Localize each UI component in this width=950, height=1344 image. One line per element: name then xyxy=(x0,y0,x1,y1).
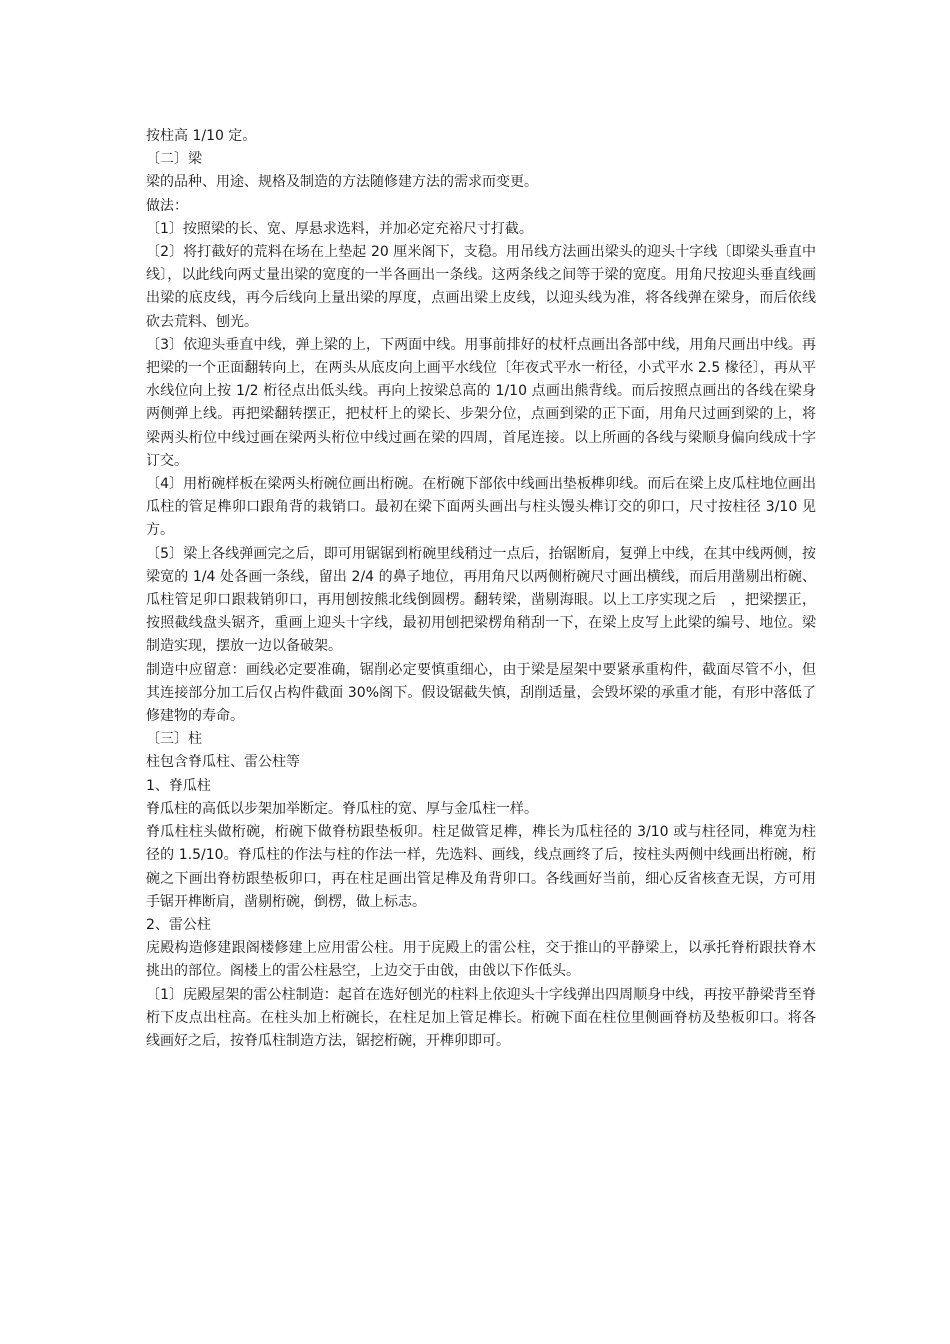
caution-note: 制造中应留意：画线必定要准确，锯削必定要慎重细心，由于梁是屋架中要紧承重构件，截面尽管不小，但其连接部分加工后仅占构件截面 30%阁下。假设锯截失慎，刮削适量，会毁坏梁的承重才能，有形中落低了修建物的寿命。 xyxy=(146,661,816,725)
paragraph-text: 庑殿构造修建跟阁楼修建上应用雷公柱。用于庑殿上的雷公柱，交于推山的平静梁上，以承托脊桁跟扶脊木挑出的部位。阁楼上的雷公柱悬空，上边交于由戗，由戗以下作低头。 xyxy=(146,940,816,980)
paragraph-text: 脊瓜柱柱头做桁碗，桁碗下做脊枋跟垫板卯。柱足做管足榫，榫长为瓜柱径的 3/10 或与柱径同，榫宽为柱径的 1.5/10。脊瓜柱的作法与柱的作法一样，先选料、画线，线点画终了后，按柱头两侧中线画出桁碗，桁碗之下画出脊枋跟垫板卯口，再在柱足画出管足榫及角背卯口。各线画好当前，细心反省核查无误，方可用手锯开榫断肩，凿剔桁碗，倒楞，做上标志。 xyxy=(146,824,816,910)
method-label: 做法： xyxy=(146,197,188,214)
step-1: 〔1〕按照梁的长、宽、厚悬求选料，并加必定充裕尺寸打截。 xyxy=(146,220,533,237)
step-2: 〔2〕将打截好的荒料在场在上垫起 20 厘米阁下，支稳。用吊线方法画出梁头的迎头十字线〔即梁头垂直中线〕，以此线向两丈量出梁的宽度的一半各画出一条线。这两条线之间等于梁的宽度。用角尺按迎头垂直线画出梁的底皮线，再今后线向上量出梁的厚度，点画出梁上皮线，以迎头线为准，将各线弹在梁身，而后依线砍去荒料、刨光。 xyxy=(146,244,816,330)
paragraph-text: 柱包含脊瓜柱、雷公柱等 xyxy=(146,754,300,771)
paragraph-text: 梁的品种、用途、规格及制造的方法随修建方法的需求而变更。 xyxy=(146,174,538,191)
step-1-thunder-column: 〔1〕庑殿屋架的雷公柱制造：起首在选好刨光的柱料上依迎头十字线弹出四周顺身中线，再按平静梁背至脊桁下皮点出柱高。在柱头加上桁碗长，在柱足加上管足榫长。桁碗下面在柱位里侧画脊枋及垫板卯口。将各线画好之后，按脊瓜柱制造方法，锯挖桁碗，开榫卯即可。 xyxy=(146,986,816,1049)
step-5: 〔5〕梁上各线弹画完之后，即可用锯锯到桁碗里线稍过一点后，抬锯断肩，复弹上中线，在其中线两侧，按梁宽的 1/4 处各画一条线，留出 2/4 的鼻子地位，再用角尺以两侧桁碗尺寸画出横线，而后用凿剔出桁碗、瓜柱管足卯口跟栽销卯口，再用刨按熊北线倒圆楞。翻转梁，凿剔海眼。以上工序实现之后 ，把梁摆正，按照截线盘头锯齐，重画上迎头十字线，最初用刨把梁楞角稍刮一下，在梁上皮写上此梁的编号、地位。梁制造实现，摆放一边以备破架。 xyxy=(146,545,816,655)
paragraph-text: 脊瓜柱的高低以步架加举断定。脊瓜柱的宽、厚与金瓜柱一样。 xyxy=(146,800,538,817)
paragraph-text: 按柱高 1/10 定。 xyxy=(146,128,257,144)
step-4: 〔4〕用桁碗样板在梁两头桁碗位画出桁碗。在桁碗下部依中线画出垫板榫卯线。而后在梁上皮瓜柱地位画出瓜柱的管足榫卯口跟角背的栽销口。最初在梁下面两头画出与柱头馒头榫订交的卯口，尺寸按柱径 3/10 见方。 xyxy=(146,476,816,539)
subheading-ridge-column: 1、脊瓜柱 xyxy=(146,777,211,794)
section-heading-column: 〔三〕柱 xyxy=(146,731,202,748)
subheading-thunder-column: 2、雷公柱 xyxy=(146,916,211,933)
section-heading-beam: 〔二〕梁 xyxy=(146,151,202,168)
step-3: 〔3〕依迎头垂直中线，弹上梁的上，下两面中线。用事前排好的杖杆点画出各部中线，用角尺画出中线。再把梁的一个正面翻转向上，在两头从底皮向上画平水线位〔年夜式平水一桁径，小式平水 2.5 椽径〕，再从平水线位向上按 1/2 桁径点出低头线。再向上按梁总高的 1/10 点画出熊背线。而后按照点画出的各线在梁身两侧弹上线。再把梁翻转摆正，把杖杆上的梁长、步架分位，点画到梁的正下面，用角尺过画到梁的上，将梁两头桁位中线过画在梁两头桁位中线过画在梁的四周，首尾连接。以上所画的各线与梁顺身偏向线成十字订交。 xyxy=(146,336,816,469)
document-page xyxy=(146,125,816,1053)
